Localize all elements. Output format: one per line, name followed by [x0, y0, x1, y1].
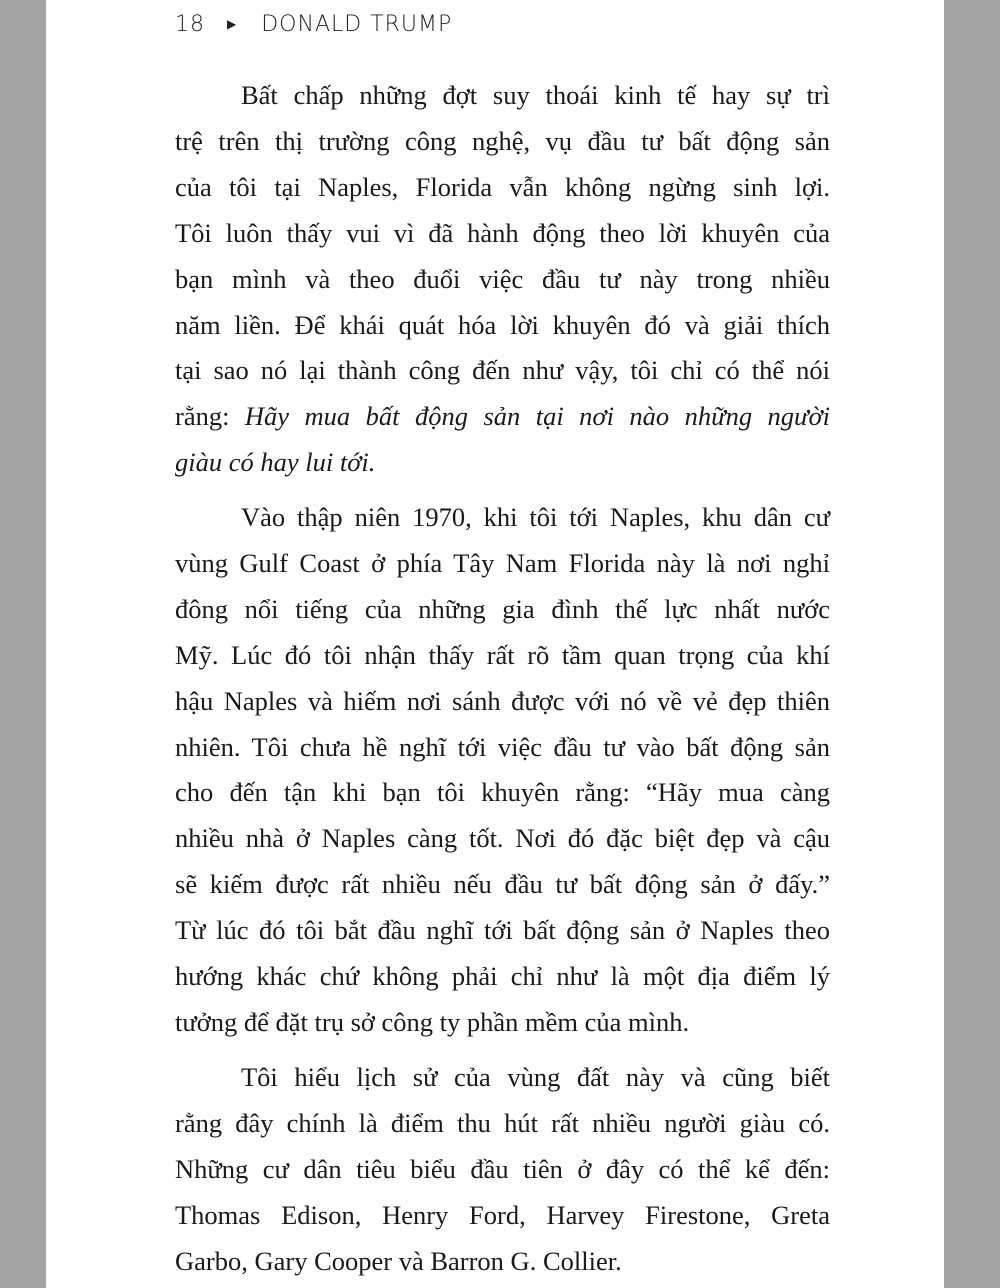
text-run: cho đến tận khi bạn tôi khuyên rằng: “Hãy mua càng — [175, 777, 830, 808]
running-title: DONALD TRUMP — [261, 12, 453, 37]
text-run: Bất chấp những đợt suy thoái kinh tế hay sự trì — [241, 80, 830, 110]
text-line — [175, 263, 830, 295]
text-run: Những cư dân tiêu biểu đầu tiên ở đây có thể kể đến: — [175, 1153, 830, 1184]
text-line — [175, 1107, 830, 1139]
text-run: tại sao nó lại thành công đến như vậy, tôi chỉ có thể nói — [175, 355, 830, 386]
text-run: Từ lúc đó tôi bắt đầu nghĩ tới bất động sản ở Naples theo — [175, 915, 830, 946]
text-run: vùng Gulf Coast ở phía Tây Nam Florida này là nơi nghỉ — [175, 547, 830, 578]
text-run: sẽ kiếm được rất nhiều nếu đầu tư bất động sản ở đấy.” — [175, 869, 830, 900]
text-line — [175, 822, 830, 854]
text-run: nhiều nhà ở Naples càng tốt. Nơi đó đặc biệt đẹp và cậu — [175, 823, 830, 854]
text-line — [175, 1006, 830, 1038]
text-run: năm liền. Để khái quát hóa lời khuyên đó và giải thích — [175, 309, 830, 340]
text-run: Thomas Edison, Henry Ford, Harvey Firestone, Greta — [175, 1199, 830, 1230]
text-line — [241, 79, 830, 111]
text-line — [175, 960, 830, 992]
text-run: Garbo, Gary Cooper và Barron G. Collier. — [175, 1245, 622, 1276]
text-line — [175, 639, 830, 671]
page-number: 18 — [175, 12, 205, 37]
triangle-right-icon: ▶ — [227, 17, 238, 31]
text-run: Tôi hiểu lịch sử của vùng đất này và cũng biết — [241, 1062, 830, 1092]
text-line — [241, 1061, 830, 1093]
text-line — [175, 1245, 830, 1277]
text-line — [175, 125, 830, 157]
text-line — [175, 400, 830, 432]
text-line — [175, 309, 830, 341]
text-line — [175, 547, 830, 579]
text-run: đông nổi tiếng của những gia đình thế lực nhất nước — [175, 593, 830, 624]
text-run: Mỹ. Lúc đó tôi nhận thấy rất rõ tầm quan trọng của khí — [175, 639, 830, 670]
text-line — [241, 501, 830, 533]
text-line — [175, 731, 830, 763]
text-run: Tôi luôn thấy vui vì đã hành động theo lời khuyên của — [175, 217, 830, 248]
text-line — [175, 446, 830, 478]
text-line — [175, 217, 830, 249]
text-run: hậu Naples và hiếm nơi sánh được với nó về vẻ đẹp thiên — [175, 685, 830, 716]
text-line — [175, 593, 830, 625]
text-run: hướng khác chứ không phải chỉ như là một địa điểm lý — [175, 961, 830, 991]
text-run: trệ trên thị trường công nghệ, vụ đầu tư bất động sản — [175, 125, 830, 156]
text-run: nhiên. Tôi chưa hề nghĩ tới việc đầu tư vào bất động sản — [175, 731, 830, 762]
text-line — [175, 1153, 830, 1185]
text-run: Vào thập niên 1970, khi tôi tới Naples, khu dân cư — [241, 502, 830, 532]
text-run: rằng đây chính là điểm thu hút rất nhiều người giàu có. — [175, 1107, 830, 1138]
text-run: bạn mình và theo đuổi việc đầu tư này trong nhiều — [175, 263, 830, 294]
text-run: tưởng để đặt trụ sở công ty phần mềm của mình. — [175, 1006, 690, 1037]
italic-text-run: giàu có hay lui tới. — [175, 447, 376, 478]
text-run: rằng: — [175, 401, 245, 432]
text-line — [175, 776, 830, 808]
running-header — [175, 12, 452, 37]
text-line — [175, 914, 830, 946]
text-line — [175, 685, 830, 717]
text-line — [175, 868, 830, 900]
italic-text-run: Hãy mua bất động sản tại nơi nào những người — [244, 401, 830, 432]
text-line — [175, 354, 830, 386]
text-run: của tôi tại Naples, Florida vẫn không ngừng sinh lợi. — [175, 171, 830, 202]
text-line — [175, 1199, 830, 1231]
text-line — [175, 171, 830, 203]
